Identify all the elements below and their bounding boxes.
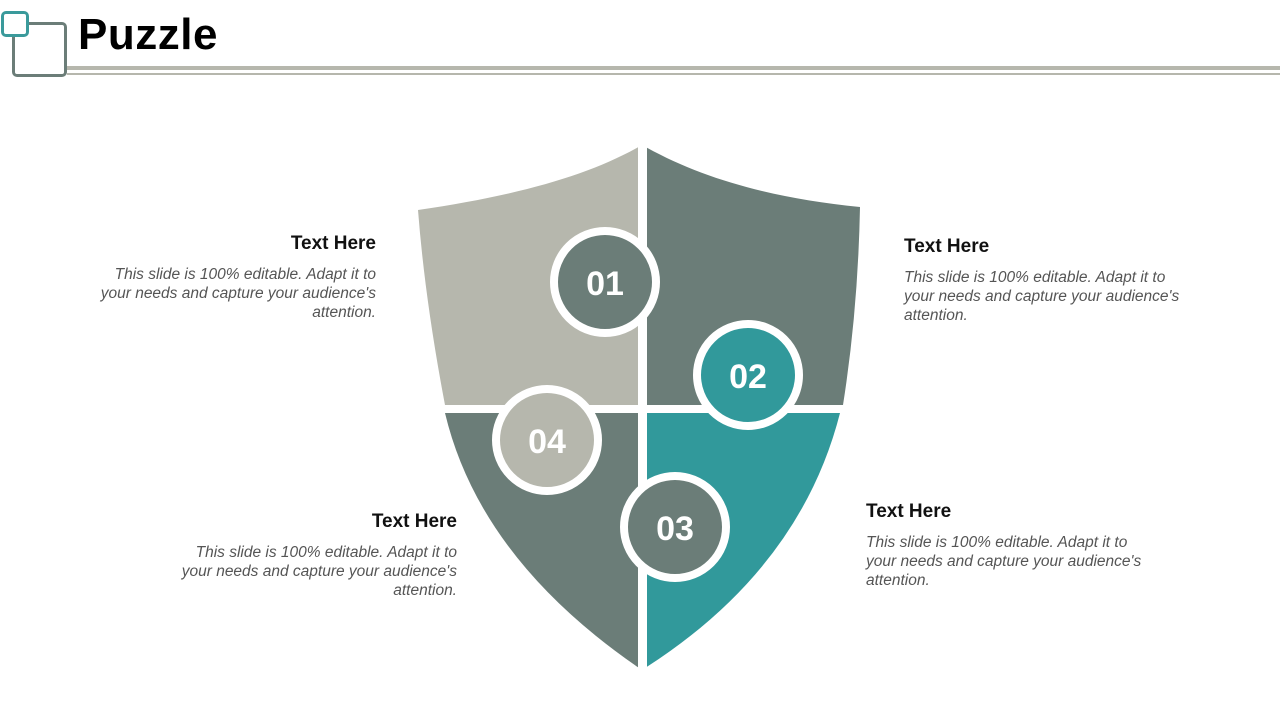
text-block-body: This slide is 100% editable. Adapt it to your needs and capture your audience's attention.: [181, 544, 457, 599]
badge-number-04: 04: [528, 423, 566, 461]
text-block-heading: Text Here: [290, 233, 376, 254]
text-block-heading: Text Here: [866, 501, 952, 522]
text-block-body: This slide is 100% editable. Adapt it to your needs and capture your audience's attention.: [866, 534, 1142, 589]
text-block-body: This slide is 100% editable. Adapt it to your needs and capture your audience's attention.: [904, 269, 1180, 324]
text-block-01: [86, 233, 376, 322]
text-block-04: [167, 511, 457, 600]
text-block-02: [904, 236, 1194, 325]
page-title: Puzzle: [78, 10, 218, 59]
text-block-03: [866, 501, 1156, 590]
text-block-heading: Text Here: [904, 236, 990, 257]
text-block-body: This slide is 100% editable. Adapt it to your needs and capture your audience's attention.: [100, 266, 376, 321]
text-block-heading: Text Here: [371, 511, 457, 532]
badge-number-02: 02: [729, 358, 767, 396]
badge-number-01: 01: [586, 265, 624, 303]
badge-number-03: 03: [656, 510, 694, 548]
